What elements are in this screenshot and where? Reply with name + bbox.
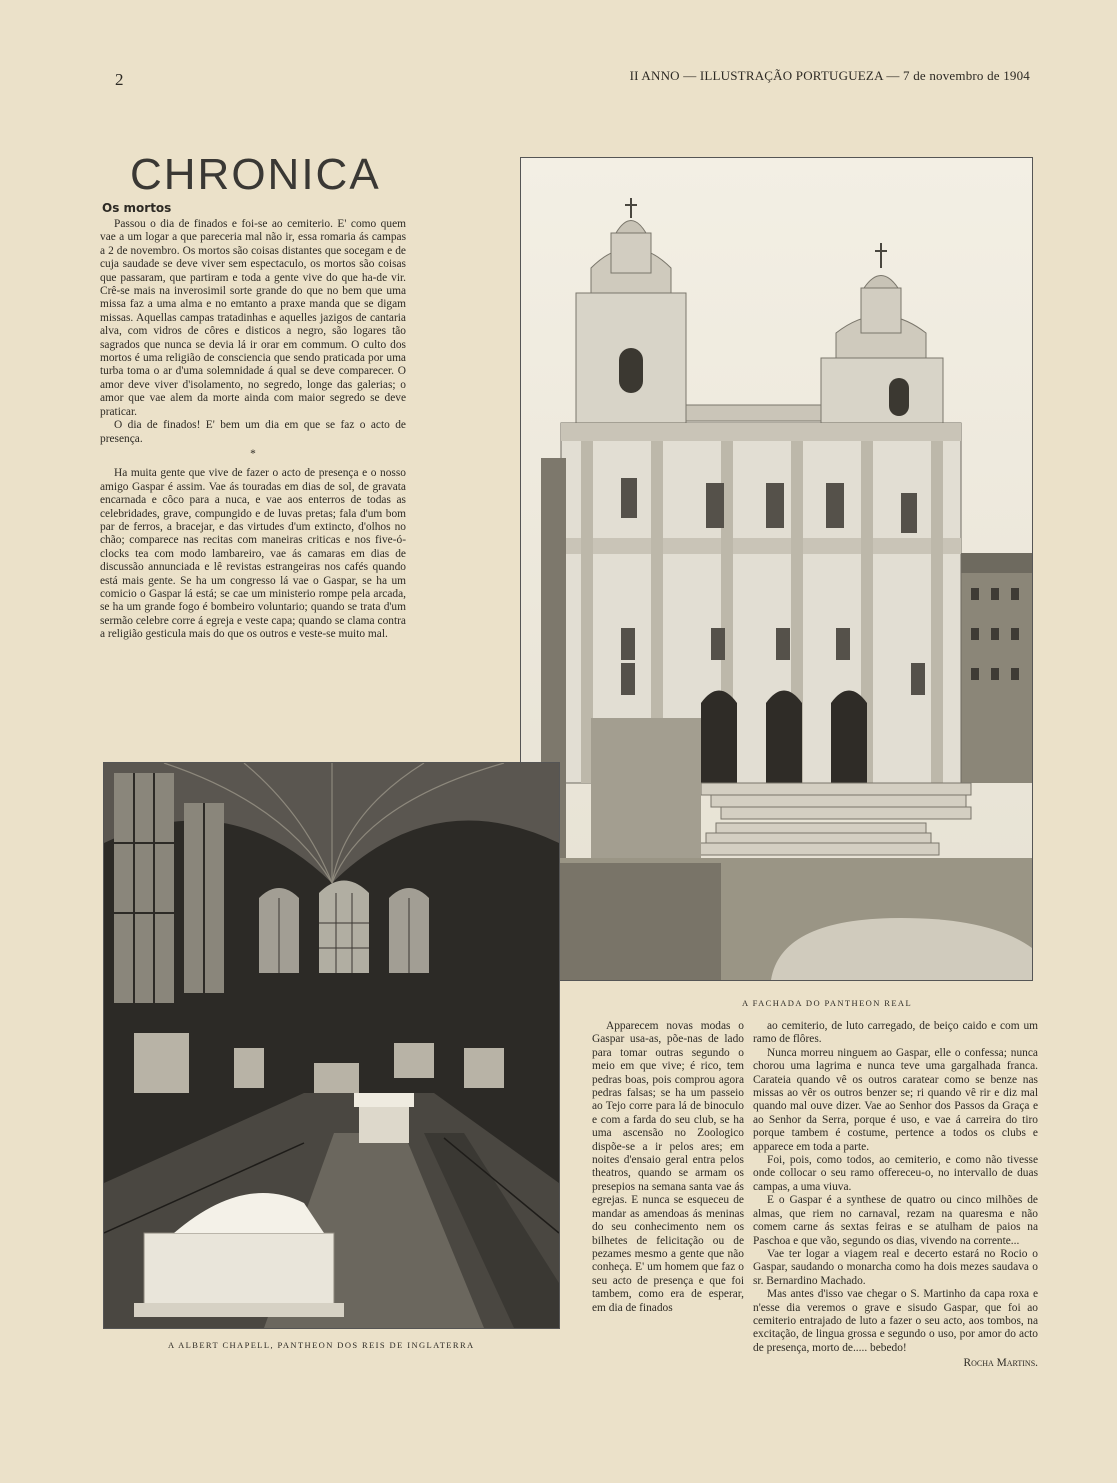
running-head: II ANNO — ILLUSTRAÇÃO PORTUGUEZA — 7 de novembro de 1904 [629,68,1030,83]
author-signature: Rocha Martins. [963,1357,1038,1370]
chapel-photo [103,762,560,1329]
chapel-caption: A ALBERT CHAPELL, PANTHEON DOS REIS DE INGLATERRA [168,1340,475,1350]
facade-illustration [521,158,1032,980]
page-title: CHRONICA [130,150,381,199]
middle-text-column [592,1020,744,1315]
article-subtitle: Os mortos [102,201,172,215]
paragraph: Passou o dia de finados e foi-se ao cemiterio. E' como quem vae a um logar a que pareceria mal não ir, essa romaria ás campas a 2 de novembro. Os mortos são coisas distantes que socegam e de cuja saudade se deve viver sem espectaculo, os mortos são coisas que passaram, que partiram e toda a gente vive do que ha-de vir. Crê-se mais na inverosimil sorte grande do que no bem que uma missa faz a uma alma e no emtanto a praxe manda que se digam missas. Aquellas campas tratadinhas e aquelles jazigos de cantaria alva, com vidros de côres e disticos a negro, são logares tão sagrados que nunca se devia lá ir orar em commum. O culto dos mortos é uma religião de consciencia que sendo praticada por uma turba toma o ar d'uma solemnidade á qual se deve comparecer. O amor deve viver d'isolamento, no segredo, longe das galerias; o amor que vae alem da morte ainda com maior segredo se deve praticar. [100,218,406,418]
paragraph: Mas antes d'isso vae chegar o S. Martinho da capa roxa e n'esse dia veremos o grave e sisudo Gaspar, que foi ao cemiterio entrajado de luto a fazer o seu acto, aos tombos, na excitação, de lingua grossa e segundo o uso, por amor do acto de presença, morto de..... bebedo! [753,1288,1038,1354]
left-text-column [100,218,406,642]
right-text-column [753,1020,1038,1371]
paragraph: Nunca morreu ninguem ao Gaspar, elle o confessa; nunca chorou uma lagrima e nunca teve uma gargalhada franca. Carateia quando vê os outros caratear como se benze nas missas ao vêr os outros benzer se; ri quando vê rir e diz mal quando mal ouve dizer. Vae ao Senhor dos Passos da Graça e ao Senhor da Serra, porque é uso, e vae á carreira do tiro porque tambem é costume, pertence a todos os clubs e apparece em toda a parte. [753,1046,1038,1153]
chapel-illustration [104,763,559,1328]
page-number: 2 [115,70,124,89]
paragraph: O dia de finados! E' bem um dia em que se faz o acto de presença. [100,419,406,445]
paragraph: Foi, pois, como todos, ao cemiterio, e como não tivesse onde collocar o seu ramo offereceu-o, no intervallo de duas campas, a uma viuva. [753,1154,1038,1193]
facade-photo [520,157,1033,981]
facade-caption: A FACHADA DO PANTHEON REAL [742,998,913,1008]
paragraph: Ha muita gente que vive de fazer o acto de presença e o nosso amigo Gaspar é assim. Vae ás touradas em dias de sol, de gravata encarnada e côco para a nuca, e vae aos enterros de todas as celebridades, grave, compungido e de luvas pretas; fala d'um bom par de ferros, a bracejar, e das virtudes d'um extincto, d'olhos no chão; comparece nas recitas com maneiras criticas e nos five-ó-clocks tea com modo lambareiro, vae ás camaras em dias de discussão annunciada e lê revistas estrangeiras nos cafés quando está mais gente. Se ha um congresso lá vae o Gaspar, se ha um comicio o Gaspar lá está; se cae um ministerio rompe pela arcada, se ha um grande fogo é bombeiro voluntario; quando se trata d'um sermão celebre corre á egreja e veste capa; quando se clama contra a religião gesticula mais do que os outros e veste-se muito mal. [100,467,406,641]
paragraph: ao cemiterio, de luto carregado, de beiço caido e com um ramo de flôres. [753,1020,1038,1046]
paragraph: Apparecem novas modas o Gaspar usa-as, põe-nas de lado para tomar outras segundo o meio em que vive; é rico, tem pedras boas, pois comprou agora pedras falsas; se ha um passeio ao Tejo corre para lá de binoculo e com a farda do seu club, se ha uma ascensão no Zoologico dispõe-se a ir pelos ares; em noites d'ensaio geral entra pelos theatros, quando se armam os presepios na semana santa vae ás egrejas. E nunca se esqueceu de mandar as amendoas ás meninas do seu conhecimento nem os bilhetes de felicitação ou de pezames mesmo a gente que não conheça. E' um homem que faz o seu acto de presença e que foi tambem, como era de esperar, em dia de finados [592,1020,744,1314]
paragraph: E o Gaspar é a synthese de quatro ou cinco milhões de almas, que riem no carnaval, rezam na quaresma e não comem carne ás sextas feiras e se atulham de paios na Paschoa e que vão, segundo os dias, vivendo na corrente... [753,1194,1038,1247]
paragraph: Vae ter logar a viagem real e decerto estará no Rocio o Gaspar, saudando o monarcha como ha dois mezes saudava o sr. Bernardino Machado. [753,1247,1038,1287]
section-separator: * [250,447,256,460]
